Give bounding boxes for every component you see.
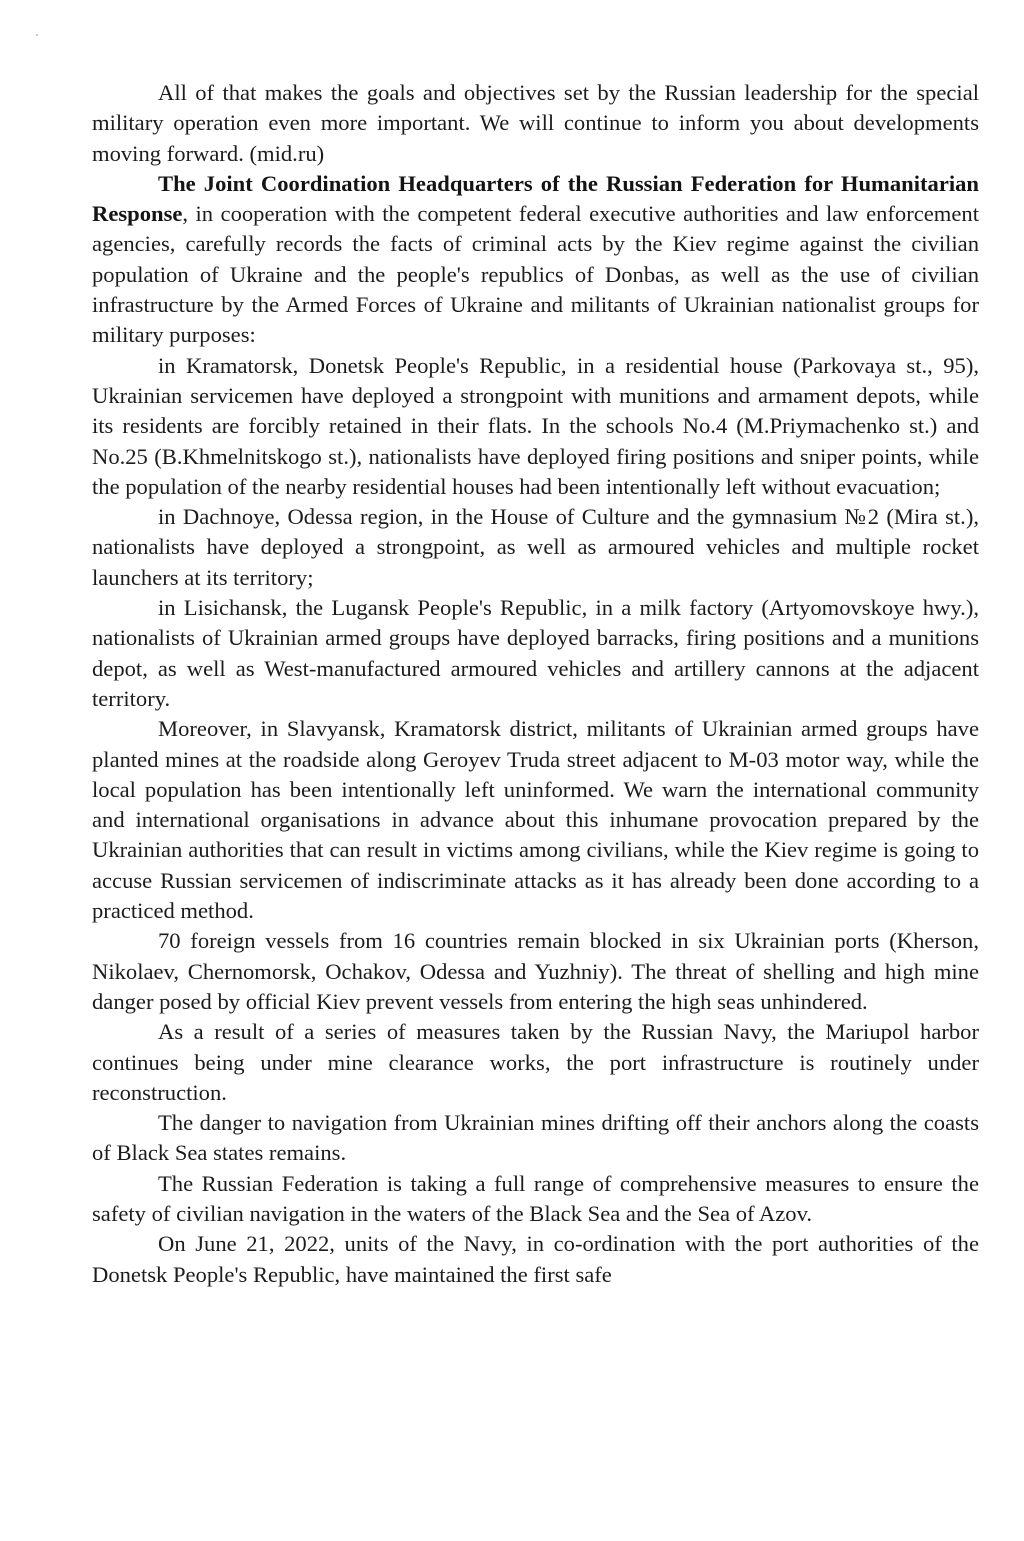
paragraph-text: in Kramatorsk, Donetsk People's Republic, in a residential house (Parkovaya st., 95), Ukrainian servicemen have deployed a strongpoint with munitions and armament depots, while its residents are forcibly retained in their flats. In the schools No.4 (M.Priymachenko st.) and No.25 (B.Khmelnitskogo st.), nationalists have deployed firing positions and sniper points, while the population of the nearby residential houses had been intentionally left without evacuation; — [92, 352, 979, 499]
paragraph-goals — [92, 78, 979, 169]
paragraph-text: in Lisichansk, the Lugansk People's Republic, in a milk factory (Artyomovskoye hwy.), nationalists of Ukrainian armed groups have deployed barracks, firing positions and a munitions depot, as well as West-manufactured armoured vehicles and artillery cannons at the adjacent territory. — [92, 595, 979, 711]
paragraph-text: , in cooperation with the competent federal executive authorities and law enforcement agencies, carefully records the facts of criminal acts by the Kiev regime against the civilian population of Ukraine and the people's republics of Donbas, as well as the use of civilian infrastructure by the Armed Forces of Ukraine and militants of Ukrainian nationalist groups for military purposes: — [92, 201, 979, 348]
paragraph-lisichansk — [92, 593, 979, 714]
paragraph-text: 70 foreign vessels from 16 countries remain blocked in six Ukrainian ports (Kherson, Nikolaev, Chernomorsk, Ochakov, Odessa and Yuzhniy). The threat of shelling and high mine danger posed by official Kiev prevent vessels from entering the high seas unhindered. — [92, 928, 979, 1014]
paragraph-text: As a result of a series of measures taken by the Russian Navy, the Mariupol harbor continues being under mine clearance works, the port infrastructure is routinely under reconstruction. — [92, 1019, 979, 1105]
document-page — [92, 78, 979, 1290]
paragraph-text: The Russian Federation is taking a full range of comprehensive measures to ensure the safety of civilian navigation in the waters of the Black Sea and the Sea of Azov. — [92, 1170, 979, 1226]
paragraph-text: Moreover, in Slavyansk, Kramatorsk district, militants of Ukrainian armed groups have planted mines at the roadside along Geroyev Truda street adjacent to M-03 motor way, while the local population has been intentionally left uninformed. We warn the international community and international organisations in advance about this inhumane provocation prepared by the Ukrainian authorities that can result in victims among civilians, while the Kiev regime is going to accuse Russian servicemen of indiscriminate attacks as it has already been done according to a practiced method. — [92, 716, 979, 924]
paragraph-june-21 — [92, 1229, 979, 1290]
scan-speck — [36, 34, 38, 36]
paragraph-text: in Dachnoye, Odessa region, in the House of Culture and the gymnasium №2 (Mira st.), nationalists have deployed a strongpoint, as well as armoured vehicles and multiple rocket launchers at its territory; — [92, 504, 979, 590]
paragraph-dachnoye — [92, 502, 979, 593]
paragraph-vessels — [92, 926, 979, 1017]
paragraph-text: On June 21, 2022, units of the Navy, in co-ordination with the port authorities of the Donetsk People's Republic, have maintained the first safe — [92, 1231, 979, 1287]
paragraph-mines-drifting — [92, 1108, 979, 1169]
paragraph-text: The danger to navigation from Ukrainian mines drifting off their anchors along the coasts of Black Sea states remains. — [92, 1110, 979, 1166]
paragraph-bold-lead: The Joint Coordination Headquarters of the Russian Federation for Humanitarian Response — [92, 170, 979, 227]
paragraph-navigation-safety — [92, 1169, 979, 1230]
paragraph-text: All of that makes the goals and objectives set by the Russian leadership for the special military operation even more important. We will continue to inform you about developments moving forward. (mid.ru) — [92, 80, 979, 166]
paragraph-headquarters — [92, 169, 979, 351]
paragraph-kramatorsk — [92, 351, 979, 502]
paragraph-mariupol — [92, 1017, 979, 1108]
paragraph-slavyansk — [92, 714, 979, 926]
